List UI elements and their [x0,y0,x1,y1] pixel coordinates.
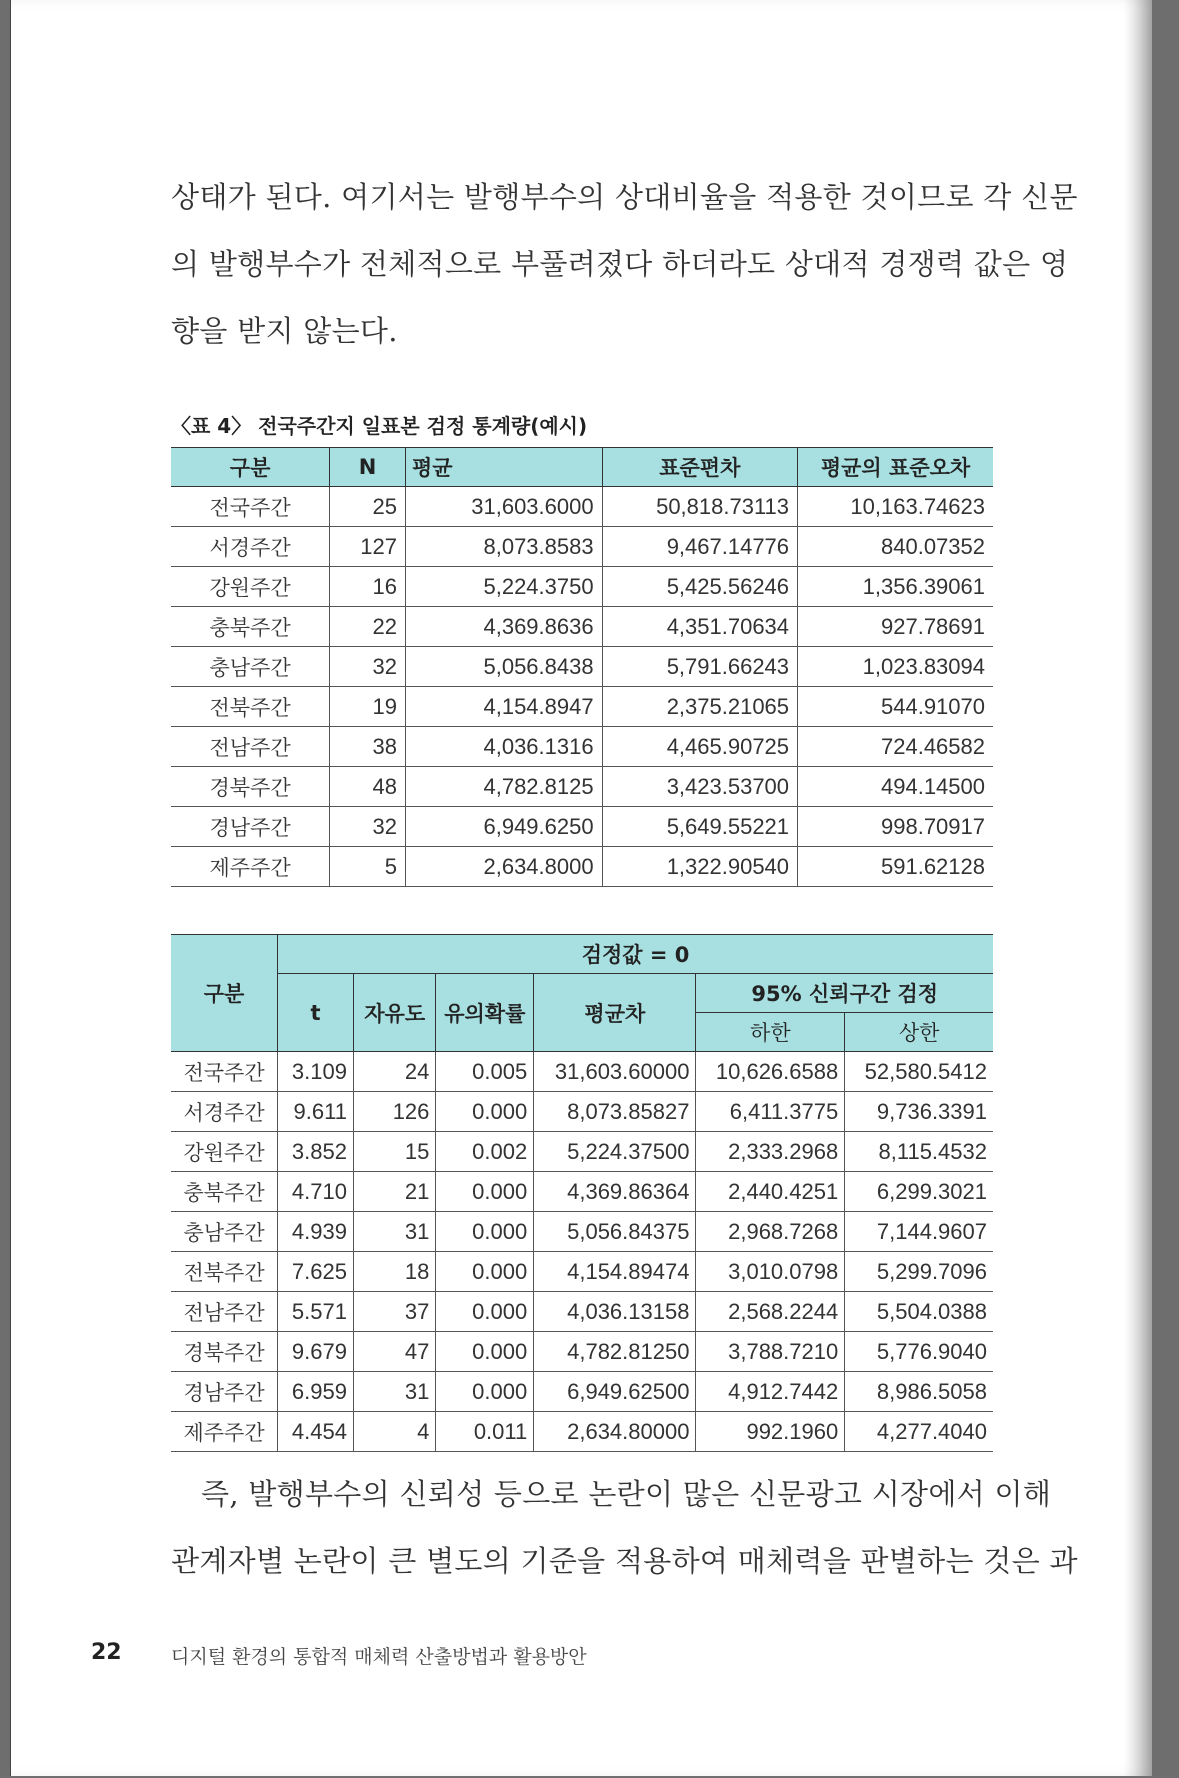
value-cell: 3,423.53700 [602,767,797,807]
paragraph-top [171,164,1078,365]
value-cell: 4,465.90725 [602,727,797,767]
table-row [171,1252,993,1292]
table-row [171,1212,993,1252]
row-label-cell: 전남주간 [171,1292,278,1332]
value-cell: 8,986.5058 [845,1372,993,1412]
value-cell: 0.000 [436,1212,534,1252]
value-cell: 0.000 [436,1092,534,1132]
value-cell: 2,968.7268 [696,1212,845,1252]
row-label-cell: 전북주간 [171,687,330,727]
header-cell: 상한 [845,1013,993,1052]
value-cell: 4,369.86364 [534,1172,696,1212]
table-header-row [171,448,993,487]
value-cell: 6.959 [278,1372,354,1412]
value-cell: 3.852 [278,1132,354,1172]
value-cell: 32 [330,807,406,847]
row-label-cell: 경북주간 [171,1332,278,1372]
value-cell: 31,603.60000 [534,1052,696,1092]
row-label-cell: 강원주간 [171,567,330,607]
table-header-row [171,935,993,974]
header-cell: 95% 신뢰구간 검정 [696,974,993,1013]
table-row [171,767,993,807]
value-cell: 7,144.9607 [845,1212,993,1252]
value-cell: 10,163.74623 [798,487,993,527]
table-row [171,647,993,687]
value-cell: 5,299.7096 [845,1252,993,1292]
row-label-cell: 충북주간 [171,1172,278,1212]
value-cell: 7.625 [278,1252,354,1292]
value-cell: 4.710 [278,1172,354,1212]
value-cell: 6,299.3021 [845,1172,993,1212]
value-cell: 5,224.3750 [406,567,603,607]
paragraph-line: 즉, 발행부수의 신뢰성 등으로 논란이 많은 신문광고 시장에서 이해 [201,1477,1052,1511]
value-cell: 4,154.8947 [406,687,603,727]
value-cell: 9,467.14776 [602,527,797,567]
header-cell: 하한 [696,1013,845,1052]
value-cell: 126 [353,1092,435,1132]
paragraph-line: 의 발행부수가 전체적으로 부풀려졌다 하더라도 상대적 경쟁력 값은 영 [171,247,1069,281]
value-cell: 4 [353,1412,435,1452]
value-cell: 4,154.89474 [534,1252,696,1292]
row-label-cell: 전북주간 [171,1252,278,1292]
value-cell: 9.679 [278,1332,354,1372]
table-row [171,1412,993,1452]
value-cell: 21 [353,1172,435,1212]
row-label-cell: 충남주간 [171,1212,278,1252]
value-cell: 4,369.8636 [406,607,603,647]
value-cell: 9,736.3391 [845,1092,993,1132]
table-row [171,687,993,727]
value-cell: 4.939 [278,1212,354,1252]
value-cell: 0.000 [436,1292,534,1332]
page-number: 22 [91,1640,122,1665]
value-cell: 52,580.5412 [845,1052,993,1092]
value-cell: 31 [353,1372,435,1412]
table-caption: 〈표 4〉 전국주간지 일표본 검정 통계량(예시) [171,414,588,438]
value-cell: 37 [353,1292,435,1332]
table-header-row [171,974,993,1013]
row-label-cell: 제주주간 [171,847,330,887]
table-row [171,1092,993,1132]
value-cell: 4,036.13158 [534,1292,696,1332]
value-cell: 31 [353,1212,435,1252]
header-cell: t [278,974,354,1052]
header-cell: 구분 [171,935,278,1052]
paragraph-bottom [171,1461,1078,1595]
value-cell: 5,649.55221 [602,807,797,847]
value-cell: 0.000 [436,1332,534,1372]
value-cell: 4,351.70634 [602,607,797,647]
value-cell: 9.611 [278,1092,354,1132]
value-cell: 4.454 [278,1412,354,1452]
table-row [171,847,993,887]
row-label-cell: 제주주간 [171,1412,278,1452]
running-footer: 디지털 환경의 통합적 매체력 산출방법과 활용방안 [171,1646,587,1668]
row-label-cell: 전국주간 [171,1052,278,1092]
value-cell: 5,056.84375 [534,1212,696,1252]
value-cell: 18 [353,1252,435,1292]
row-label-cell: 충남주간 [171,647,330,687]
value-cell: 0.000 [436,1372,534,1412]
value-cell: 5,776.9040 [845,1332,993,1372]
table-row [171,527,993,567]
value-cell: 22 [330,607,406,647]
value-cell: 4,782.8125 [406,767,603,807]
value-cell: 1,023.83094 [798,647,993,687]
value-cell: 927.78691 [798,607,993,647]
value-cell: 1,356.39061 [798,567,993,607]
header-cell: 유의확률 [436,974,534,1052]
value-cell: 10,626.6588 [696,1052,845,1092]
header-cell: 평균 [406,448,603,487]
table-row [171,567,993,607]
header-cell: 평균의 표준오차 [798,448,993,487]
value-cell: 494.14500 [798,767,993,807]
value-cell: 3.109 [278,1052,354,1092]
value-cell: 6,949.62500 [534,1372,696,1412]
value-cell: 6,411.3775 [696,1092,845,1132]
value-cell: 724.46582 [798,727,993,767]
row-label-cell: 전국주간 [171,487,330,527]
table-row [171,1172,993,1212]
value-cell: 5,224.37500 [534,1132,696,1172]
value-cell: 50,818.73113 [602,487,797,527]
row-label-cell: 경남주간 [171,1372,278,1412]
value-cell: 5 [330,847,406,887]
t-test-table [171,934,993,1452]
row-label-cell: 경북주간 [171,767,330,807]
value-cell: 6,949.6250 [406,807,603,847]
value-cell: 38 [330,727,406,767]
value-cell: 48 [330,767,406,807]
value-cell: 8,073.85827 [534,1092,696,1132]
value-cell: 2,634.8000 [406,847,603,887]
value-cell: 5,504.0388 [845,1292,993,1332]
paragraph-line: 상태가 된다. 여기서는 발행부수의 상대비율을 적용한 것이므로 각 신문 [171,180,1078,214]
header-cell: 평균차 [534,974,696,1052]
value-cell: 4,782.81250 [534,1332,696,1372]
header-cell: N [330,448,406,487]
value-cell: 998.70917 [798,807,993,847]
value-cell: 0.011 [436,1412,534,1452]
paragraph-line: 관계자별 논란이 큰 별도의 기준을 적용하여 매체력을 판별하는 것은 과 [171,1544,1078,1578]
row-label-cell: 충북주간 [171,607,330,647]
value-cell: 3,788.7210 [696,1332,845,1372]
header-cell: 구분 [171,448,330,487]
table-row [171,1132,993,1172]
value-cell: 2,333.2968 [696,1132,845,1172]
paragraph-line: 향을 받지 않는다. [171,314,398,348]
value-cell: 544.91070 [798,687,993,727]
table-row [171,727,993,767]
table-row [171,1052,993,1092]
value-cell: 8,073.8583 [406,527,603,567]
value-cell: 127 [330,527,406,567]
value-cell: 1,322.90540 [602,847,797,887]
header-cell: 검정값 = 0 [278,935,993,974]
value-cell: 5,425.56246 [602,567,797,607]
value-cell: 5,791.66243 [602,647,797,687]
value-cell: 5.571 [278,1292,354,1332]
value-cell: 0.000 [436,1252,534,1292]
table-row [171,487,993,527]
value-cell: 47 [353,1332,435,1372]
page-edge-shadow [1124,0,1152,1776]
value-cell: 0.000 [436,1172,534,1212]
table-row [171,807,993,847]
value-cell: 591.62128 [798,847,993,887]
row-label-cell: 경남주간 [171,807,330,847]
stats-table [171,447,993,887]
value-cell: 0.002 [436,1132,534,1172]
value-cell: 840.07352 [798,527,993,567]
value-cell: 24 [353,1052,435,1092]
value-cell: 15 [353,1132,435,1172]
table-row [171,1332,993,1372]
value-cell: 4,912.7442 [696,1372,845,1412]
value-cell: 2,440.4251 [696,1172,845,1212]
document-page [10,0,1152,1776]
row-label-cell: 전남주간 [171,727,330,767]
value-cell: 8,115.4532 [845,1132,993,1172]
table-row [171,607,993,647]
table-row [171,1292,993,1332]
row-label-cell: 서경주간 [171,527,330,567]
row-label-cell: 강원주간 [171,1132,278,1172]
value-cell: 5,056.8438 [406,647,603,687]
table-row [171,1372,993,1412]
value-cell: 32 [330,647,406,687]
value-cell: 2,634.80000 [534,1412,696,1452]
header-cell: 자유도 [353,974,435,1052]
value-cell: 31,603.6000 [406,487,603,527]
value-cell: 3,010.0798 [696,1252,845,1292]
value-cell: 19 [330,687,406,727]
row-label-cell: 서경주간 [171,1092,278,1132]
value-cell: 0.005 [436,1052,534,1092]
value-cell: 25 [330,487,406,527]
header-cell: 표준편차 [602,448,797,487]
value-cell: 16 [330,567,406,607]
value-cell: 2,375.21065 [602,687,797,727]
value-cell: 992.1960 [696,1412,845,1452]
value-cell: 4,277.4040 [845,1412,993,1452]
value-cell: 4,036.1316 [406,727,603,767]
value-cell: 2,568.2244 [696,1292,845,1332]
